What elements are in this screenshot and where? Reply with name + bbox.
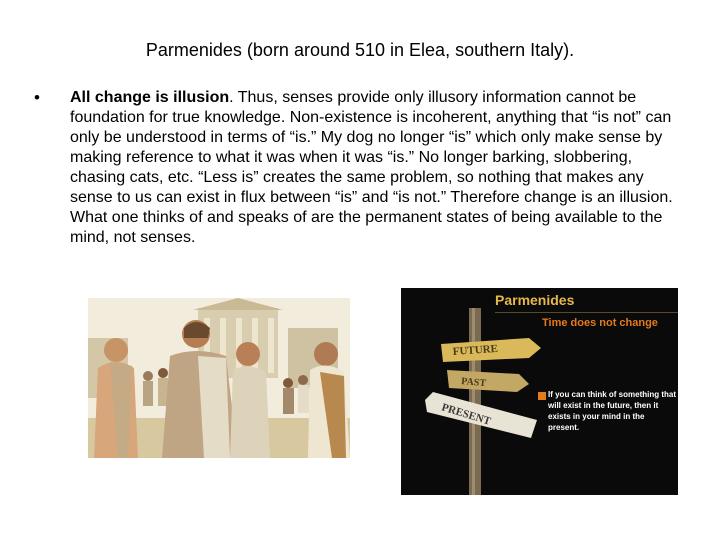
philosophers-scene-image: [88, 298, 350, 458]
slide-title: Parmenides (born around 510 in Elea, southern Italy).: [145, 40, 575, 60]
bullet-marker: •: [34, 88, 40, 107]
parmenides-panel: [401, 288, 678, 495]
sign-past: PAST: [460, 376, 487, 390]
bullet-lead: All change is illusion: [70, 89, 230, 106]
sign-present: PRESENT: [440, 401, 493, 428]
panel-subtitle: Time does not change: [542, 317, 658, 329]
panel-title: Parmenides: [495, 292, 575, 308]
bullet-text: [70, 88, 682, 248]
panel-bullet-marker: [538, 392, 546, 400]
bullet-body: . Thus, senses provide only illusory information cannot be foundation for true knowledge. Non-existence is incoherent, anything that “is not” can only be understood in terms of “is.” My dog no longer “is” which only make sense by making reference to what it was when it was “is.” No longer barking, slobbering, chasing cats, etc. “Less is” creates the same problem, so nothing that makes any sense to us can exist in flux between “is” and “is not.” Therefore change is an illusion. What one thinks of and speaks of are the permanent states of being available to the mind, not senses.: [70, 89, 673, 246]
philosophers-illustration: [88, 298, 350, 458]
sign-future: FUTURE: [452, 342, 499, 358]
panel-bullet-text: If you can think of something that will exist in the future, then it exists in your mind in the present.: [548, 390, 676, 432]
